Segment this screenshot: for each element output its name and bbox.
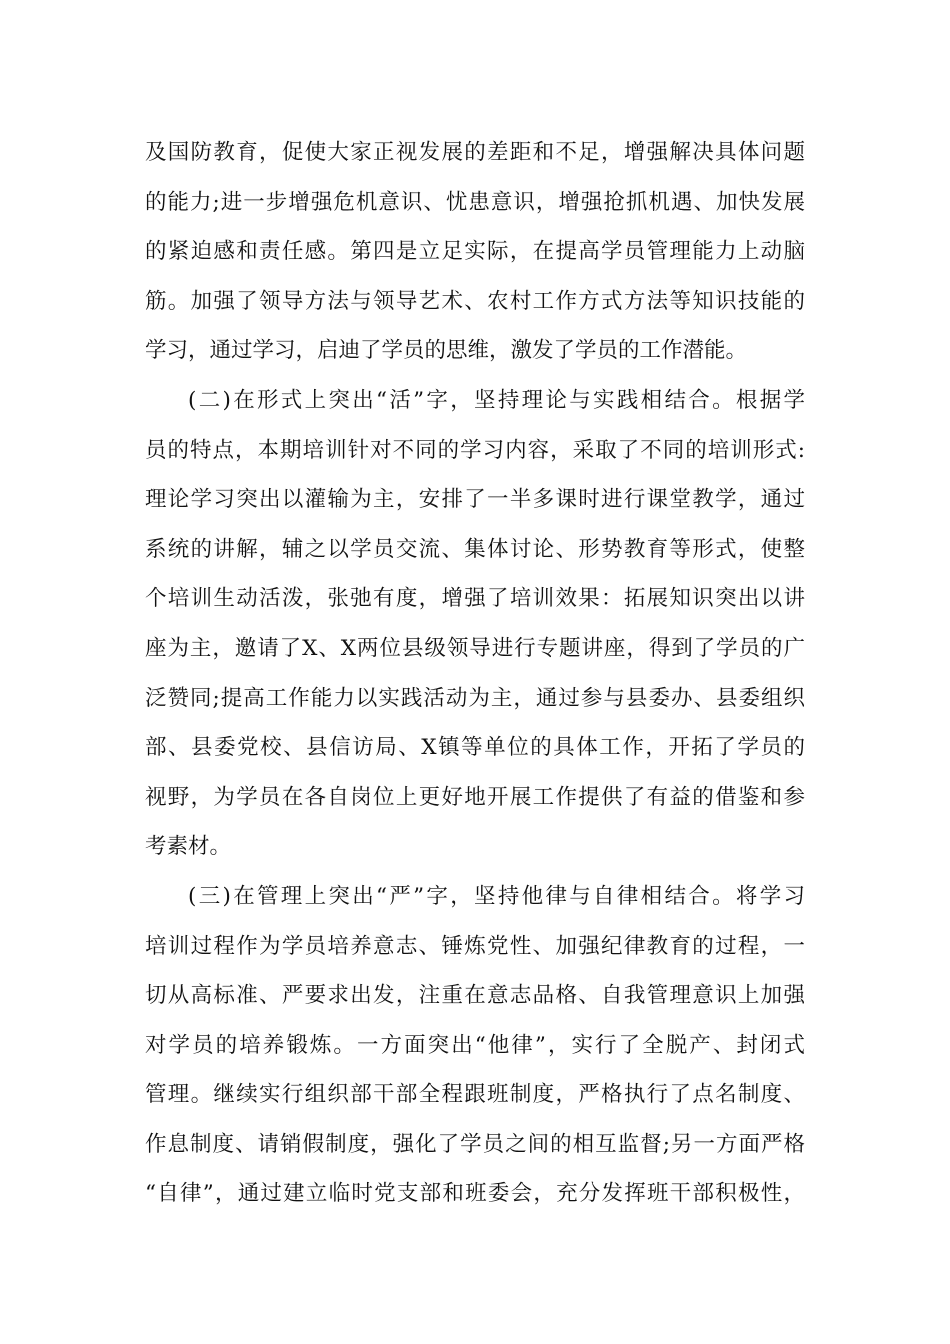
text-line: 视野，为学员在各自岗位上更好地开展工作提供了有益的借鉴和参 <box>145 784 805 810</box>
document-body <box>145 128 805 1219</box>
text-line: 的紧迫感和责任感。第四是立足实际，在提高学员管理能力上动脑 <box>145 239 805 265</box>
text-line: 对学员的培养锻炼。一方面突出“他律”，实行了全脱产、封闭式 <box>145 1032 805 1058</box>
text-line: 部、县委党校、县信访局、X镇等单位的具体工作，开拓了学员的 <box>145 735 805 761</box>
text-line: 座为主，邀请了X、X两位县级领导进行专题讲座，得到了学员的广 <box>145 635 805 661</box>
text-line: 的能力;进一步增强危机意识、忧患意识，增强抢抓机遇、加快发展 <box>145 189 805 215</box>
text-line: 作息制度、请销假制度，强化了学员之间的相互监督;另一方面严格 <box>145 1131 805 1157</box>
text-line: 系统的讲解，辅之以学员交流、集体讨论、形势教育等形式，使整 <box>145 536 805 562</box>
text-line: 筋。加强了领导方法与领导艺术、农村工作方式方法等知识技能的 <box>145 288 805 314</box>
text-line: 及国防教育，促使大家正视发展的差距和不足，增强解决具体问题 <box>145 140 805 165</box>
text-line: 学习，通过学习，启迪了学员的思维，激发了学员的工作潜能。 <box>145 338 748 364</box>
text-line: 个培训生动活泼，张弛有度，增强了培训效果：拓展知识突出以讲 <box>145 586 805 612</box>
text-line: 理论学习突出以灌输为主，安排了一半多课时进行课堂教学，通过 <box>145 487 805 513</box>
text-line: 员的特点，本期培训针对不同的学习内容，采取了不同的培训形式: <box>145 437 805 463</box>
text-line: 考素材。 <box>145 834 232 860</box>
text-line: “自律”，通过建立临时党支部和班委会，充分发挥班干部积极性， <box>145 1181 805 1207</box>
text-line: 泛赞同;提高工作能力以实践活动为主，通过参与县委办、县委组织 <box>145 685 805 711</box>
text-line: 培训过程作为学员培养意志、锤炼党性、加强纪律教育的过程，一 <box>145 933 805 959</box>
text-line: (三)在管理上突出“严”字，坚持他律与自律相结合。将学习 <box>188 883 805 909</box>
text-line: (二)在形式上突出“活”字，坚持理论与实践相结合。根据学 <box>188 387 805 413</box>
text-line: 切从高标准、严要求出发，注重在意志品格、自我管理意识上加强 <box>145 983 805 1009</box>
text-line: 管理。继续实行组织部干部全程跟班制度，严格执行了点名制度、 <box>145 1082 805 1108</box>
